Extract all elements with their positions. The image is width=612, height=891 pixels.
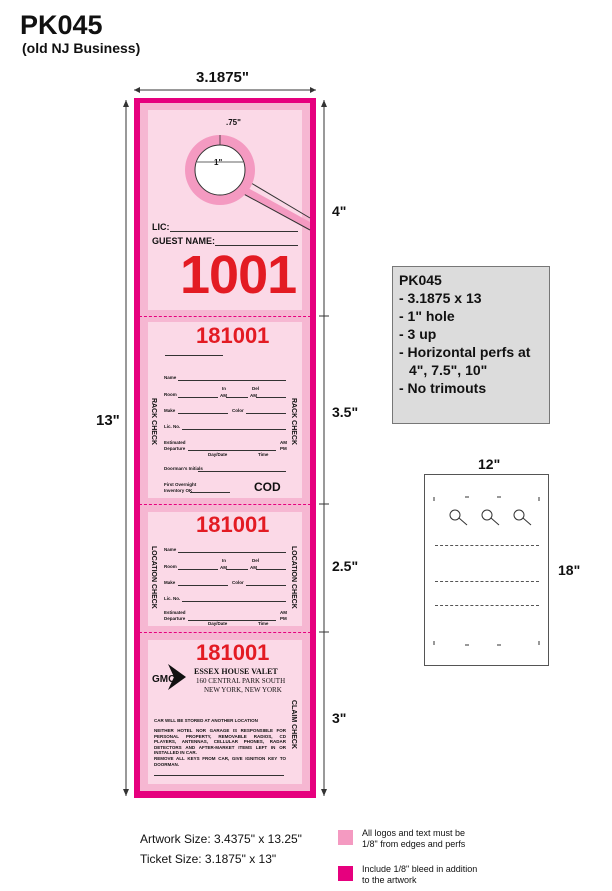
claim-ticket-number: 181001 [196, 640, 270, 665]
field-am: AM [280, 610, 287, 615]
width-dimension-arrow [130, 84, 320, 96]
field-name: Name [164, 547, 177, 552]
field-day-date: Day/Date [208, 621, 228, 626]
field-pm: PM [280, 616, 287, 621]
spec-line: - Horizontal perfs at [399, 344, 531, 360]
section-1-dimension: 4" [332, 203, 347, 219]
company-name: ESSEX HOUSE VALET [194, 667, 278, 676]
ticket-size: Ticket Size: 3.1875" x 13" [140, 852, 277, 866]
spec-line: - 3.1875 x 13 [399, 290, 482, 306]
field-estimated: Estimated [164, 610, 186, 615]
spec-line: - 1" hole [399, 308, 455, 324]
width-dimension-label: 3.1875" [196, 69, 249, 86]
rack-ticket-number: 181001 [196, 323, 270, 348]
perforation-line [134, 504, 316, 505]
press-sheet-diagram [424, 474, 549, 666]
field-departure: Departure [164, 446, 186, 451]
artwork-size: Artwork Size: 3.4375" x 13.25" [140, 832, 302, 846]
perforation-line [134, 632, 316, 633]
field-am: AM [220, 565, 227, 570]
location-check-right-label: LOCATION CHECK [290, 546, 297, 609]
location-check-left-label: LOCATION CHECK [150, 546, 157, 609]
field-make: Make [164, 408, 176, 413]
legend-swatch-bleed [338, 866, 353, 881]
legend-safe-text: All logos and text must be 1/8" from edges and perfs [362, 828, 466, 849]
field-doorman: Doorman's Initials [164, 466, 203, 471]
legend-bleed-text: Include 1/8" bleed in addition to the artwork [362, 864, 478, 885]
hanger-hole [180, 130, 320, 240]
spec-line: PK045 [399, 272, 442, 288]
section-2-dimension: 3.5" [332, 404, 359, 420]
field-first-overnight: First Overnight [164, 482, 197, 487]
field-in: In [222, 386, 226, 391]
field-time: Time [258, 621, 269, 626]
field-del: Del [252, 386, 260, 391]
field-color: Color [232, 580, 244, 585]
notice-storage: CAR WILL BE STORED AT ANOTHER LOCATION [154, 718, 258, 723]
field-lic-no: Lic. No. [164, 596, 181, 601]
hole-offset-label: .75" [226, 118, 241, 127]
field-am: AM [280, 440, 287, 445]
gmc-logo-text: GMC [152, 674, 176, 685]
location-ticket-number: 181001 [196, 512, 270, 537]
spec-info-box [392, 266, 550, 424]
sheet-height-label: 18" [558, 562, 581, 578]
field-am: AM [250, 393, 257, 398]
field-lic-no: Lic. No. [164, 424, 181, 429]
field-inventory-ok: Inventory OK [164, 488, 193, 493]
hole-diameter-label: 1" [214, 158, 223, 167]
field-in: In [222, 558, 226, 563]
legend-swatch-safe [338, 830, 353, 845]
field-am: AM [250, 565, 257, 570]
company-address-2: NEW YORK, NEW YORK [204, 686, 282, 694]
height-dimension-label: 13" [96, 412, 120, 429]
notice-keys: REMOVE ALL KEYS FROM CAR, GIVE IGNITION KEY TO DOORMAN. [154, 756, 286, 767]
spec-line: - 3 up [399, 326, 437, 342]
guest-name-label: GUEST NAME: [152, 236, 215, 246]
page-title: PK045 [20, 10, 103, 40]
cod-label: COD [254, 480, 281, 494]
rack-check-right-label: RACK CHECK [290, 398, 297, 446]
field-day-date: Day/Date [208, 452, 228, 457]
height-dimension-arrow [120, 98, 132, 798]
field-del: Del [252, 558, 260, 563]
spec-line: 4", 7.5", 10" [409, 362, 488, 378]
claim-check-label: CLAIM CHECK [290, 700, 297, 749]
spec-line: - No trimouts [399, 380, 487, 396]
company-address-1: 160 CENTRAL PARK SOUTH [196, 677, 286, 685]
section-dimension-arrows [318, 98, 330, 798]
section-3-dimension: 2.5" [332, 558, 359, 574]
sheet-width-label: 12" [478, 456, 501, 472]
field-am: AM [220, 393, 227, 398]
field-room: Room [164, 392, 177, 397]
gmc-logo [150, 664, 186, 690]
lic-label: LIC: [152, 222, 170, 232]
notice-liability: NEITHER HOTEL NOR GARAGE IS RESPONSIBLE FOR PERSONAL PROPERTY, REMOVABLE RADIOS, CD PLAYERS, ANTENNAS, CELLULAR PHONES, RADAR DETECTORS AND AFTER-MARKET ITEMS LEFT IN OR INSTALLED IN CAR. [154, 728, 286, 755]
section-4-dimension: 3" [332, 710, 347, 726]
field-time: Time [258, 452, 269, 457]
field-pm: PM [280, 446, 287, 451]
field-estimated: Estimated [164, 440, 186, 445]
perforation-line [134, 316, 316, 317]
field-departure: Departure [164, 616, 186, 621]
field-name: Name [164, 375, 177, 380]
rack-check-left-label: RACK CHECK [150, 398, 157, 446]
field-room: Room [164, 564, 177, 569]
ticket-number-large: 1001 [180, 245, 297, 305]
field-color: Color [232, 408, 244, 413]
page-subtitle: (old NJ Business) [22, 40, 141, 56]
field-make: Make [164, 580, 176, 585]
